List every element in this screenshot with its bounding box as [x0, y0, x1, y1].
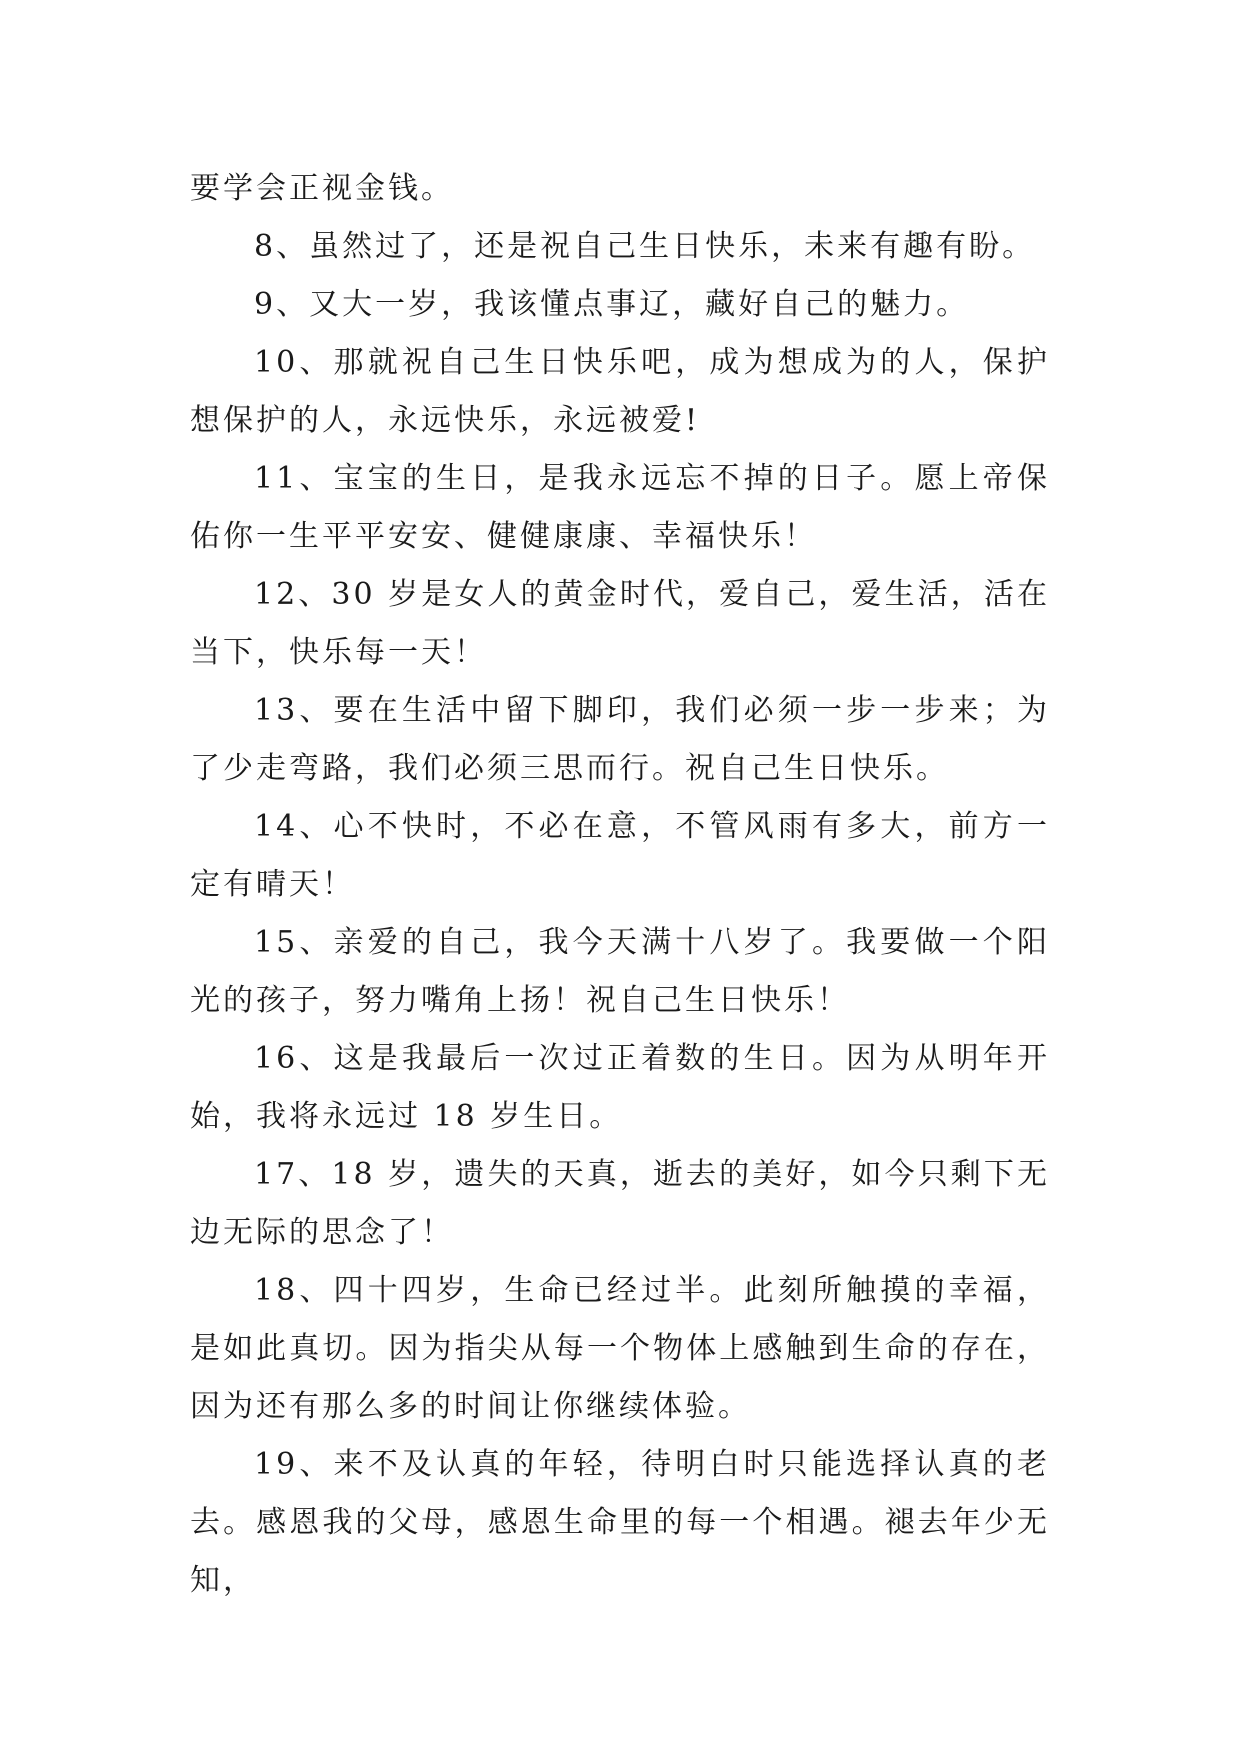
- paragraph: 11、宝宝的生日，是我永远忘不掉的日子。愿上帝保佑你一生平平安安、健健康康、幸福快乐！: [190, 461, 1050, 554]
- paragraph: 12、30 岁是女人的黄金时代，爱自己，爱生活，活在当下，快乐每一天！: [190, 577, 1050, 670]
- paragraph: 8、虽然过了，还是祝自己生日快乐，未来有趣有盼。: [254, 229, 1036, 264]
- paragraph: 10、那就祝自己生日快乐吧，成为想成为的人，保护想保护的人，永远快乐，永远被爱!: [190, 345, 1050, 438]
- paragraph: 9、又大一岁，我该懂点事辽，藏好自己的魅力。: [254, 287, 970, 322]
- paragraph: 18、四十四岁，生命已经过半。此刻所触摸的幸福，是如此真切。因为指尖从每一个物体上感触到生命的存在，因为还有那么多的时间让你继续体验。: [190, 1273, 1050, 1424]
- paragraph: 13、要在生活中留下脚印，我们必须一步一步来；为了少走弯路，我们必须三思而行。祝自己生日快乐。: [190, 693, 1050, 786]
- paragraph: 14、心不快时，不必在意，不管风雨有多大，前方一定有晴天！: [190, 809, 1050, 902]
- paragraph: 17、18 岁，遗失的天真，逝去的美好，如今只剩下无边无际的思念了！: [190, 1157, 1050, 1250]
- paragraph: 16、这是我最后一次过正着数的生日。因为从明年开始，我将永远过 18 岁生日。: [190, 1041, 1050, 1134]
- paragraph: 15、亲爱的自己，我今天满十八岁了。我要做一个阳光的孩子，努力嘴角上扬！祝自己生日快乐！: [190, 925, 1050, 1018]
- paragraph: 要学会正视金钱。: [190, 171, 454, 206]
- document-body: [190, 160, 1050, 1610]
- paragraph: 19、来不及认真的年轻，待明白时只能选择认真的老去。感恩我的父母，感恩生命里的每一个相遇。褪去年少无知，: [190, 1447, 1050, 1598]
